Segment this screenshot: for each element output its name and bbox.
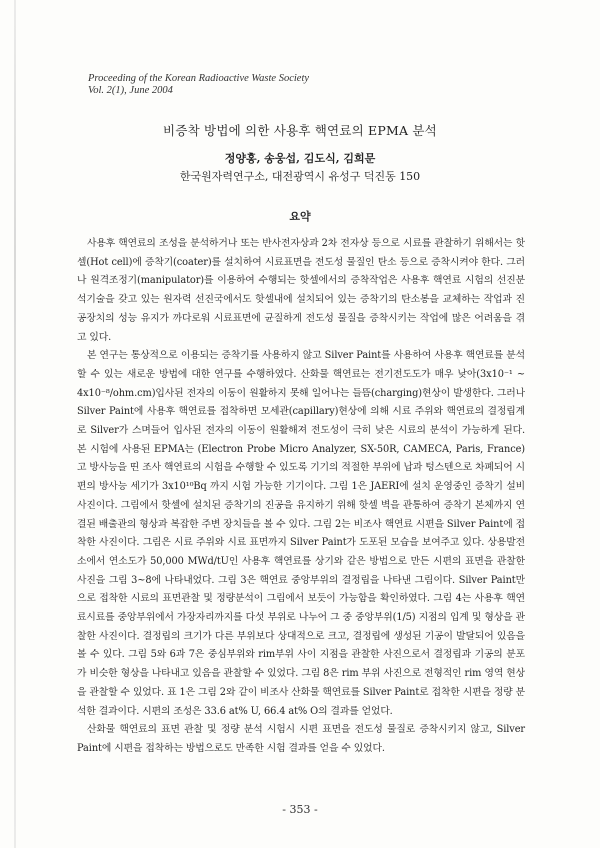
abstract-paragraph-3: 산화물 핵연료의 표면 관찰 및 정량 분석 시험시 시편 표면을 전도성 물질로 증착시키지 않고, Silver Paint에 시편을 접착하는 방법으로도 만족한 시험 결과를 얻을 수 있었다. [77,724,525,754]
abstract-heading: 요약 [289,210,311,223]
volume-info: Vol. 2(1), June 2004 [88,85,173,96]
running-header [88,73,309,97]
page-number: - 353 - [282,803,318,816]
affiliation: 한국원자력연구소, 대전광역시 유성구 덕진동 150 [179,170,421,183]
paper-title: 비증착 방법에 의한 사용후 핵연료의 EPMA 분석 [163,123,437,138]
author-list: 정양홍, 송웅섭, 김도식, 김희문 [224,152,376,165]
abstract-body [77,235,525,759]
journal-name: Proceeding of the Korean Radioactive Waste Society [88,73,310,84]
abstract-paragraph-1: 사용후 핵연료의 조성을 분석하거나 또는 반사전자상과 2차 전자상 등으로 시료를 관찰하기 위해서는 핫셀(Hot cell)에 증착기(coater)를 설치하여 시료표면을 전도성 물질인 탄소 등으로 증착시켜야 한다. 그러나 원격조정기(manipulator)를 이용하여 수행되는 핫셀에서의 증착작업은 사용후 핵연료 시험의 선진분석기술을 갖고 있는 원자력 선진국에서도 핫셀내에 설치되어 있는 증착기의 탄소봉을 교체하는 작업과 진공장치의 성능 유지가 까다로워 시료표면에 균질하게 전도성 물질을 증착시키는 작업에 많은 어려움을 겪고 있다. [77,238,525,343]
abstract-paragraph-2: 본 연구는 통상적으로 이용되는 증착기를 사용하지 않고 Silver Paint를 사용하여 사용후 핵연료를 분석할 수 있는 새로운 방법에 대한 연구를 수행하였다. 산화물 핵연료는 전기전도도가 매우 낮아(3x10⁻¹ ~ 4x10⁻⁸/ohm.cm)입사된 전자의 이동이 원활하지 못해 일어나는 들뜸(charging)현상이 발생한다. 그러나 Silver Paint에 사용후 핵연료를 접착하면 모세관(capillary)현상에 의해 시료 주위와 핵연료의 결정립계로 Silver가 스며들어 입사된 전자의 이동이 원활해져 전도성이 극히 낮은 시료의 분석이 가능하게 된다. 본 시험에 사용된 EPMA는 (Electron Probe Micro Analyzer, SX-50R, CAMECA, Paris, France) 고 방사능을 띤 조사 핵연료의 시험을 수행할 수 있도록 기기의 적절한 부위에 납과 텅스텐으로 차폐되어 시편의 방사능 세기가 3x10¹⁰Bq 까지 시험 가능한 기기이다. 그림 1은 JAERI에 설치 운영중인 증착기 설비 사진이다. 그림에서 핫셀에 설치된 증착기의 진공을 유지하기 위해 핫셀 벽을 관통하여 증착기 본체까지 연결된 배출관의 형상과 복잡한 주변 장치들을 볼 수 있다. 그림 2는 비조사 핵연료 시편을 Silver Paint에 접착한 사진이다. 그림은 시료 주위와 시료 표면까지 Silver Paint가 도포된 모습을 보여주고 있다. 상용발전소에서 연소도가 50,000 MWd/tU인 사용후 핵연료를 상기와 같은 방법으로 만든 시편의 표면을 관찰한 사진을 그림 3~8에 나타내었다. 그림 3은 핵연료 중앙부위의 결정립을 나타낸 그림이다. Silver Paint만으로 접착한 시료의 표면관찰 및 정량분석이 그림에서 보듯이 가능함을 확인하였다. 그림 4는 사용후 핵연료시료를 중앙부위에서 가장자리까지를 다섯 부위로 나누어 그 중 중앙부위(1/5) 지점의 입계 및 형상을 관찰한 사진이다. 결정립의 크기가 다른 부위보다 상대적으로 크고, 결정립에 생성된 기공이 발달되어 있음을 볼 수 있다. 그림 5와 6과 7은 중심부위와 rim부위 사이 지점을 관찰한 사진으로서 결정립과 기공의 분포가 비슷한 형상을 나타내고 있음을 관찰할 수 있었다. 그림 8은 rim 부위 사진으로 전형적인 rim 영역 현상을 관찰할 수 있었다. 표 1은 그림 2와 같이 비조사 산화물 핵연료를 Silver Paint로 접착한 시편을 정량 분석한 결과이다. 시편의 조성은 33.6 at% U, 66.4 at% O의 결과를 얻었다. [77,350,525,717]
